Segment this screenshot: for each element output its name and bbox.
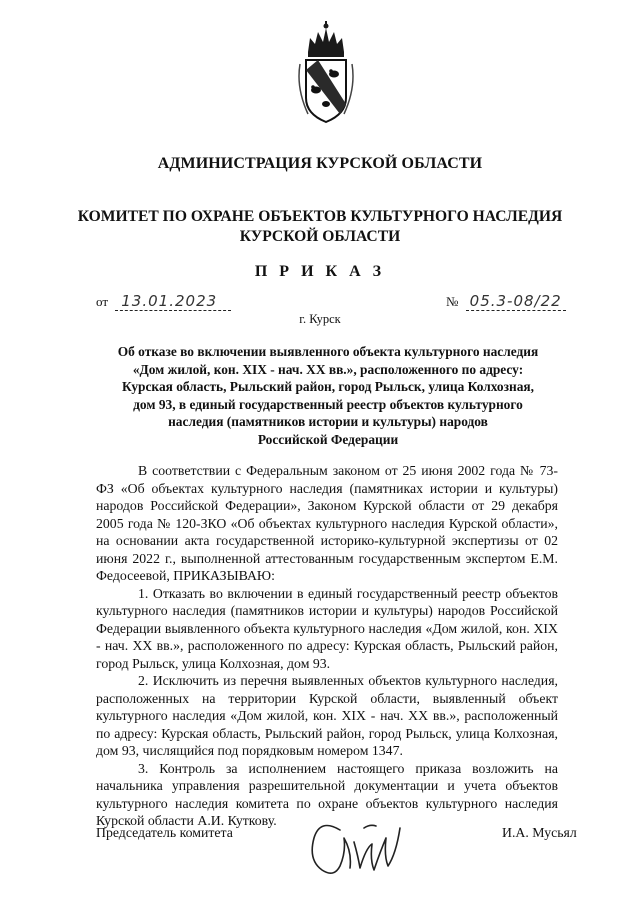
administration-title: АДМИНИСТРАЦИЯ КУРСКОЙ ОБЛАСТИ: [157, 155, 483, 172]
order-number: [446, 292, 566, 311]
order-date: [96, 292, 231, 311]
subject-line: Об отказе во включении выявленного объекта культурного наследия: [117, 344, 539, 359]
city: г. Курск: [299, 312, 341, 326]
order-body: [96, 462, 558, 830]
date-prefix: от: [96, 294, 109, 309]
order-item-3: 3. Контроль за исполнением настоящего приказа возложить на начальника управления разрешительной документации и учета объектов культурного наследия комитета по охране объектов культурного наследия Курской области А.И. Куткову.: [96, 760, 558, 828]
subject-line: Курская область, Рыльский район, город Рыльск, улица Колхозная,: [121, 379, 535, 395]
subject-line: «Дом жилой, кон. XIX - нач. XX вв.», расположенного по адресу:: [132, 361, 524, 377]
order-subject: [100, 343, 556, 449]
subject-line: дом 93, в единый государственный реестр объектов культурного: [133, 396, 523, 412]
signer-name: И.А. Мусьял: [502, 825, 577, 840]
committee-title: [0, 207, 640, 247]
date-value: 13.01.2023: [115, 292, 231, 311]
handwritten-signature-icon: [300, 808, 420, 880]
order-item-2: 2. Исключить из перечня выявленных объектов культурного наследия, расположенных на территории Курской области, выявленный объект культурного наследия «Дом жилой, кон. XIX - нач. XX вв.», расположенный по адресу: Курская область, Рыльский район, город Рыльск, улица Колхозная, дом 93, числящийся под порядковым номером 1347.: [96, 673, 558, 758]
number-value: 05.3-08/22: [466, 292, 566, 311]
number-prefix: №: [446, 294, 459, 309]
subject-line: Российской Федерации: [257, 431, 399, 447]
order-title: П Р И К А З: [254, 263, 386, 280]
order-item-1: 1. Отказать во включении в единый государственный реестр объектов культурного наследия (памятников истории и культуры) народов Российской Федерации выявленного объекта культурного наследия «Дом жилой, кон. XIX - нач. XX вв.», расположенного по адресу: Курская область, Рыльский район, город Рыльск, улица Колхозная, дом 93.: [96, 585, 558, 671]
preamble-paragraph: В соответствии с Федеральным законом от 25 июня 2002 года № 73-ФЗ «Об объектах культурного наследия (памятниках истории и культуры) народов Российской Федерации», Законом Курской области от 29 декабря 2005 года № 120-ЗКО «Об объектах культурного наследия Курской области», на основании акта государственной историко-культурной экспертизы от 02 июня 2022 г., выполненной аттестованным государственным экспертом Е.М. Федосеевой, ПРИКАЗЫВАЮ:: [96, 463, 558, 583]
signer-title: Председатель комитета: [96, 825, 233, 840]
kursk-coat-of-arms-icon: [296, 18, 356, 126]
subject-line: наследия (памятников истории и культуры) народов: [168, 414, 488, 430]
committee-title-line1: КОМИТЕТ ПО ОХРАНЕ ОБЪЕКТОВ КУЛЬТУРНОГО НАСЛЕДИЯ: [77, 208, 563, 225]
committee-title-line2: КУРСКОЙ ОБЛАСТИ: [239, 228, 401, 245]
